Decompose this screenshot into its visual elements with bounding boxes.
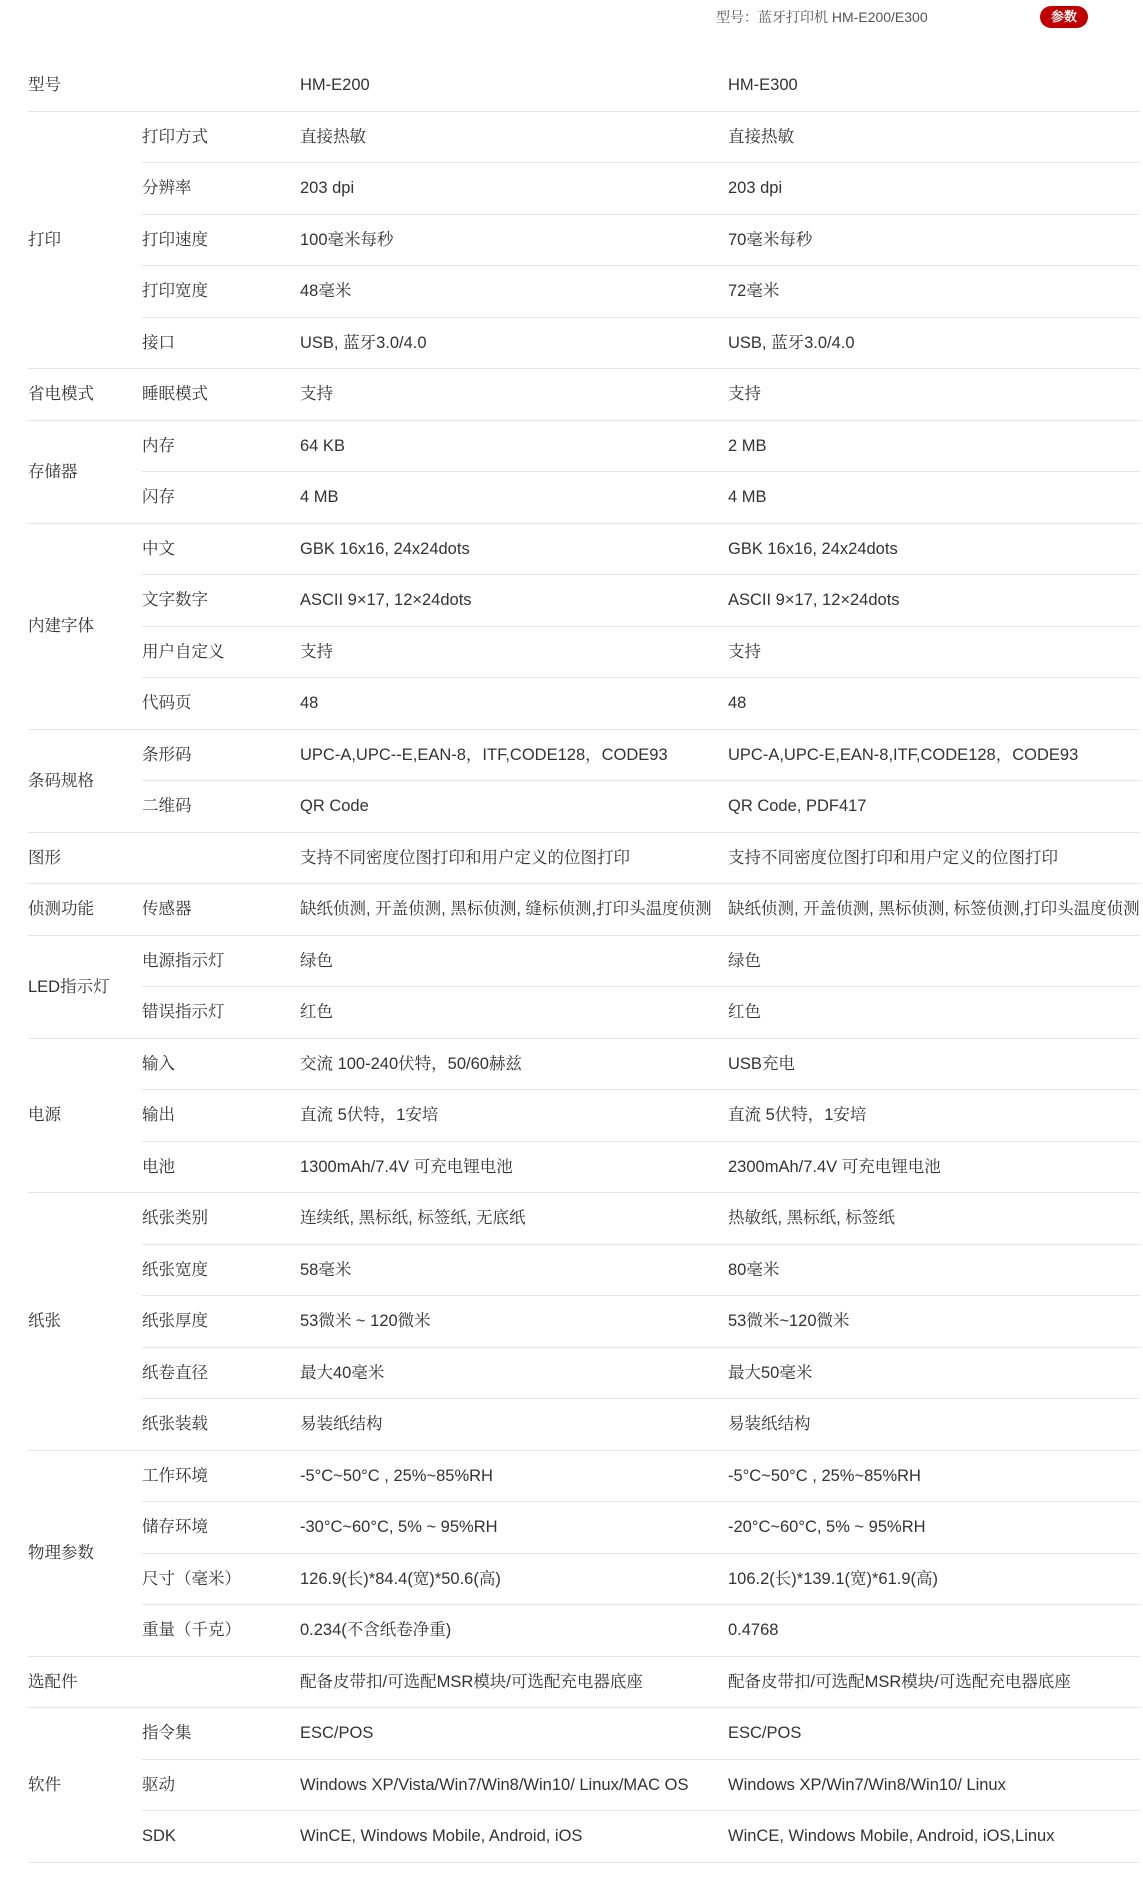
table-row: [28, 678, 1140, 730]
value-e200: 支持不同密度位图打印和用户定义的位图打印: [300, 832, 728, 884]
value-e200: 直流 5伏特，1安培: [300, 1090, 728, 1142]
value-e200: -30°C~60°C, 5% ~ 95%RH: [300, 1502, 728, 1554]
row-label: 打印宽度: [142, 266, 300, 318]
value-e300: 红色: [728, 987, 1140, 1039]
value-e300: 2 MB: [728, 420, 1140, 472]
row-label: 打印方式: [142, 111, 300, 163]
value-e200: WinCE, Windows Mobile, Android, iOS: [300, 1811, 728, 1863]
row-label: 指令集: [142, 1708, 300, 1760]
value-e200: 直接热敏: [300, 111, 728, 163]
group-label: LED指示灯: [28, 935, 142, 1038]
value-e300: 绿色: [728, 935, 1140, 987]
value-e200: 53微米 ~ 120微米: [300, 1296, 728, 1348]
row-label: 纸张宽度: [142, 1244, 300, 1296]
value-e200: 126.9(长)*84.4(宽)*50.6(高): [300, 1553, 728, 1605]
value-e200: 连续纸, 黑标纸, 标签纸, 无底纸: [300, 1193, 728, 1245]
table-row: [28, 163, 1140, 215]
table-row: [28, 832, 1140, 884]
value-e200: 最大40毫米: [300, 1347, 728, 1399]
value-e300: Windows XP/Win7/Win8/Win10/ Linux: [728, 1759, 1140, 1811]
row-label: 文字数字: [142, 575, 300, 627]
value-e200: 绿色: [300, 935, 728, 987]
table-row: [28, 781, 1140, 833]
row-label: 电池: [142, 1141, 300, 1193]
param-tab-badge[interactable]: 参数: [1040, 6, 1088, 28]
value-e300: QR Code, PDF417: [728, 781, 1140, 833]
group-label: 电源: [28, 1038, 142, 1193]
table-row-model: [28, 60, 1140, 111]
table-row: [28, 1296, 1140, 1348]
value-e200: 1300mAh/7.4V 可充电锂电池: [300, 1141, 728, 1193]
table-row: [28, 1193, 1140, 1245]
table-row: [28, 523, 1140, 575]
table-row: [28, 266, 1140, 318]
row-label: 纸张厚度: [142, 1296, 300, 1348]
group-label: 内建字体: [28, 523, 142, 729]
table-row: [28, 987, 1140, 1039]
table-row: [28, 626, 1140, 678]
value-e300: -5°C~50°C , 25%~85%RH: [728, 1450, 1140, 1502]
row-label: 打印速度: [142, 214, 300, 266]
row-label: SDK: [142, 1811, 300, 1863]
table-row: [28, 1759, 1140, 1811]
group-label: 图形: [28, 832, 142, 884]
table-row: [28, 1605, 1140, 1657]
value-e200: 交流 100-240伏特，50/60赫兹: [300, 1038, 728, 1090]
row-label: 电源指示灯: [142, 935, 300, 987]
group-label: 条码规格: [28, 729, 142, 832]
group-label: 纸张: [28, 1193, 142, 1451]
table-row: [28, 1811, 1140, 1863]
value-e300: 热敏纸, 黑标纸, 标签纸: [728, 1193, 1140, 1245]
spec-table-body: [28, 60, 1140, 1862]
table-row: [28, 1450, 1140, 1502]
value-e200: QR Code: [300, 781, 728, 833]
model-e200: HM-E200: [300, 60, 728, 111]
row-label: 中文: [142, 523, 300, 575]
group-label: 打印: [28, 111, 142, 369]
value-e300: -20°C~60°C, 5% ~ 95%RH: [728, 1502, 1140, 1554]
value-e300: USB, 蓝牙3.0/4.0: [728, 317, 1140, 369]
value-e300: USB充电: [728, 1038, 1140, 1090]
value-e200: 配备皮带扣/可选配MSR模块/可选配充电器底座: [300, 1656, 728, 1708]
value-e300: 缺纸侦测, 开盖侦测, 黑标侦测, 标签侦测,打印头温度侦测: [728, 884, 1140, 936]
value-e300: 0.4768: [728, 1605, 1140, 1657]
table-row: [28, 111, 1140, 163]
value-e200: GBK 16x16, 24x24dots: [300, 523, 728, 575]
row-label: 输入: [142, 1038, 300, 1090]
value-e300: ASCII 9×17, 12×24dots: [728, 575, 1140, 627]
row-label: 储存环境: [142, 1502, 300, 1554]
value-e300: 70毫米每秒: [728, 214, 1140, 266]
row-label: 代码页: [142, 678, 300, 730]
row-label: 条形码: [142, 729, 300, 781]
value-e200: 支持: [300, 626, 728, 678]
group-label: 物理参数: [28, 1450, 142, 1656]
value-e300: 48: [728, 678, 1140, 730]
value-e200: 红色: [300, 987, 728, 1039]
value-e300: 4 MB: [728, 472, 1140, 524]
row-label: [142, 832, 300, 884]
value-e200: ASCII 9×17, 12×24dots: [300, 575, 728, 627]
value-e300: GBK 16x16, 24x24dots: [728, 523, 1140, 575]
row-label: [142, 1656, 300, 1708]
table-row: [28, 1553, 1140, 1605]
row-label: 睡眠模式: [142, 369, 300, 421]
row-label: 内存: [142, 420, 300, 472]
value-e200: 64 KB: [300, 420, 728, 472]
row-label: 传感器: [142, 884, 300, 936]
value-e300: 易装纸结构: [728, 1399, 1140, 1451]
value-e300: 72毫米: [728, 266, 1140, 318]
value-e300: 53微米~120微米: [728, 1296, 1140, 1348]
value-e300: 配备皮带扣/可选配MSR模块/可选配充电器底座: [728, 1656, 1140, 1708]
row-label: 接口: [142, 317, 300, 369]
value-e200: 缺纸侦测, 开盖侦测, 黑标侦测, 缝标侦测,打印头温度侦测: [300, 884, 728, 936]
value-e300: 支持: [728, 369, 1140, 421]
table-row: [28, 317, 1140, 369]
value-e200: -5°C~50°C , 25%~85%RH: [300, 1450, 728, 1502]
value-e200: 4 MB: [300, 472, 728, 524]
value-e200: 48: [300, 678, 728, 730]
spec-table: [28, 60, 1140, 1863]
row-label: 纸卷直径: [142, 1347, 300, 1399]
table-row: [28, 1502, 1140, 1554]
table-row: [28, 1244, 1140, 1296]
table-row: [28, 1708, 1140, 1760]
value-e300: 2300mAh/7.4V 可充电锂电池: [728, 1141, 1140, 1193]
group-label: 选配件: [28, 1656, 142, 1708]
value-e200: ESC/POS: [300, 1708, 728, 1760]
group-label: 软件: [28, 1708, 142, 1863]
table-row: [28, 1038, 1140, 1090]
value-e200: 48毫米: [300, 266, 728, 318]
value-e300: 直流 5伏特，1安培: [728, 1090, 1140, 1142]
top-bar: [0, 0, 1143, 60]
row-label: 二维码: [142, 781, 300, 833]
value-e200: 100毫米每秒: [300, 214, 728, 266]
row-label: 闪存: [142, 472, 300, 524]
group-label: 侦测功能: [28, 884, 142, 936]
model-e300: HM-E300: [728, 60, 1140, 111]
value-e300: 支持: [728, 626, 1140, 678]
row-label: 尺寸（毫米）: [142, 1553, 300, 1605]
model-heading: 型号: [28, 60, 300, 111]
row-label: 错误指示灯: [142, 987, 300, 1039]
value-e300: 203 dpi: [728, 163, 1140, 215]
table-row: [28, 729, 1140, 781]
value-e200: 易装纸结构: [300, 1399, 728, 1451]
value-e300: 80毫米: [728, 1244, 1140, 1296]
group-label: 省电模式: [28, 369, 142, 421]
value-e200: 支持: [300, 369, 728, 421]
table-row: [28, 1399, 1140, 1451]
table-row: [28, 884, 1140, 936]
table-row: [28, 1141, 1140, 1193]
table-row: [28, 1656, 1140, 1708]
table-row: [28, 420, 1140, 472]
value-e300: 支持不同密度位图打印和用户定义的位图打印: [728, 832, 1140, 884]
value-e300: 106.2(长)*139.1(宽)*61.9(高): [728, 1553, 1140, 1605]
table-row: [28, 575, 1140, 627]
row-label: 输出: [142, 1090, 300, 1142]
table-row: [28, 1090, 1140, 1142]
group-label: 存储器: [28, 420, 142, 523]
row-label: 纸张类别: [142, 1193, 300, 1245]
value-e300: 最大50毫米: [728, 1347, 1140, 1399]
table-row: [28, 472, 1140, 524]
row-label: 用户自定义: [142, 626, 300, 678]
table-row: [28, 214, 1140, 266]
value-e300: UPC-A,UPC-E,EAN-8,ITF,CODE128，CODE93: [728, 729, 1140, 781]
value-e200: 58毫米: [300, 1244, 728, 1296]
table-row: [28, 369, 1140, 421]
value-e200: 0.234(不含纸卷净重): [300, 1605, 728, 1657]
model-label: 型号：蓝牙打印机 HM-E200/E300: [716, 9, 928, 25]
value-e200: 203 dpi: [300, 163, 728, 215]
row-label: 驱动: [142, 1759, 300, 1811]
value-e200: Windows XP/Vista/Win7/Win8/Win10/ Linux/MAC OS: [300, 1759, 728, 1811]
row-label: 分辨率: [142, 163, 300, 215]
value-e300: 直接热敏: [728, 111, 1140, 163]
row-label: 纸张装载: [142, 1399, 300, 1451]
value-e200: UPC-A,UPC--E,EAN-8，ITF,CODE128，CODE93: [300, 729, 728, 781]
table-row: [28, 935, 1140, 987]
row-label: 重量（千克）: [142, 1605, 300, 1657]
row-label: 工作环境: [142, 1450, 300, 1502]
value-e300: ESC/POS: [728, 1708, 1140, 1760]
value-e200: USB, 蓝牙3.0/4.0: [300, 317, 728, 369]
table-row: [28, 1347, 1140, 1399]
value-e300: WinCE, Windows Mobile, Android, iOS,Linux: [728, 1811, 1140, 1863]
